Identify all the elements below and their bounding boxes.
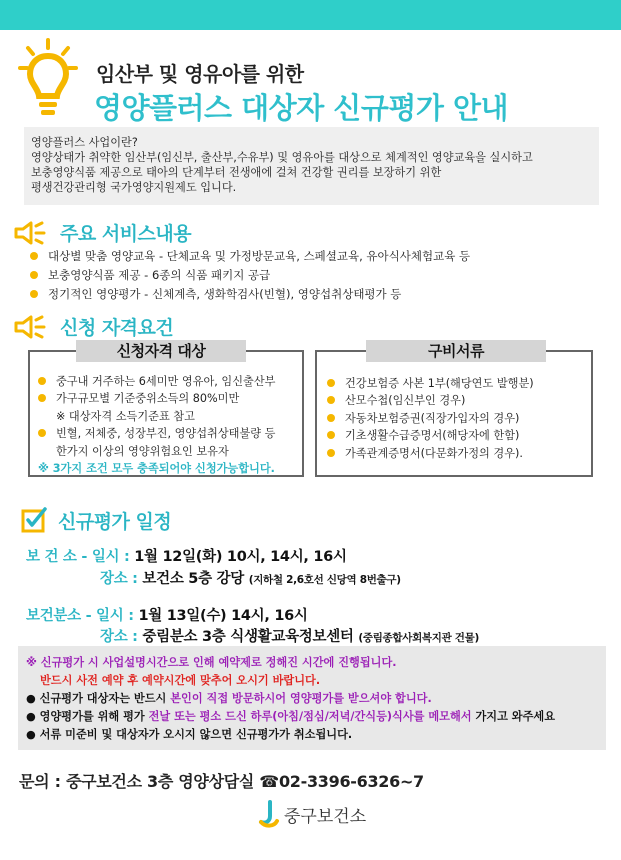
eligibility-docs-box bbox=[315, 350, 593, 477]
contact-info: 문의 : 중구보건소 3층 영양상담실 ☎02-3396-6326~7 bbox=[19, 772, 424, 791]
bullet-dot bbox=[327, 414, 335, 422]
schedule-value: 1월 13일(수) 14시, 16시 bbox=[138, 608, 308, 624]
bullet-dot bbox=[38, 394, 46, 402]
services-section-header bbox=[14, 219, 191, 246]
eligibility-section-header bbox=[14, 313, 173, 340]
lightbulb-icon bbox=[18, 38, 78, 118]
notice-line: ※ 신규평가 시 사업설명시간으로 인해 예약제로 정해진 시간에 진행됩니다. bbox=[26, 656, 397, 669]
notice-text: 가지고 와주세요 bbox=[471, 710, 556, 723]
notice-line bbox=[26, 690, 598, 708]
doc-item-text: 기초생활수급증명서(해당자에 한함) bbox=[345, 429, 520, 443]
schedule-dash: - bbox=[80, 608, 97, 624]
schedule-value: 중림분소 3층 식생활교육정보센터 bbox=[142, 629, 354, 645]
megaphone-icon bbox=[14, 315, 46, 339]
footnote bbox=[38, 460, 275, 478]
list-item bbox=[327, 409, 534, 427]
list-item bbox=[38, 390, 275, 408]
list-item bbox=[327, 427, 534, 445]
bullet-dot bbox=[327, 379, 335, 387]
bullet-dot bbox=[30, 290, 38, 298]
services-title: 주요 서비스내용 bbox=[60, 223, 192, 245]
schedule-row bbox=[100, 625, 479, 646]
jung-gu-logo-icon bbox=[258, 800, 280, 828]
schedule-value: 보건소 5층 강당 bbox=[142, 571, 244, 587]
service-item-text: 대상별 맞춤 영양교육 - 단체교육 및 가정방문교육, 스페셜교육, 유아식사체험교육 등 bbox=[48, 248, 471, 263]
schedule-place: 보 건 소 bbox=[26, 549, 77, 565]
bullet-dot bbox=[327, 431, 335, 439]
schedule-row bbox=[26, 545, 347, 566]
list-item bbox=[327, 444, 534, 462]
list-item bbox=[38, 372, 275, 390]
schedule-row bbox=[26, 604, 308, 625]
services-list bbox=[30, 246, 470, 303]
notice-box bbox=[18, 646, 606, 750]
sub-note-text: ※ 대상자격 소득기준표 참고 bbox=[56, 409, 195, 423]
schedule-section-header bbox=[20, 506, 171, 534]
eligibility-target-box bbox=[28, 350, 304, 477]
list-item-continuation bbox=[38, 442, 275, 460]
intro-line: 영양상태가 취약한 임산부(임신부, 출산부,수유부) 및 영유아를 대상으로 체계적인 영양교육을 실시하고 bbox=[31, 151, 533, 164]
schedule-place: 보건분소 bbox=[26, 608, 81, 624]
notice-text: ● 신규평가 대상자는 반드시 bbox=[26, 692, 171, 705]
target-item-text: 빈혈, 저체중, 성장부진, 영양섭취상태불량 등 bbox=[56, 427, 276, 441]
page-title: 영양플러스 대상자 신규평가 안내 bbox=[94, 91, 508, 125]
bullet-dot bbox=[327, 396, 335, 404]
schedule-row bbox=[100, 567, 401, 588]
intro-line: 평생건강관리형 국가영양지원제도 입니다. bbox=[31, 181, 237, 194]
schedule-extra: (중림종합사회복지관 건물) bbox=[358, 632, 479, 644]
logo-text: 중구보건소 bbox=[284, 806, 367, 827]
doc-item-text: 가족관계증명서(다문화가정의 경우). bbox=[345, 446, 523, 460]
footnote-text: ※ 3가지 조건 모두 충족되어야 신청가능합니다. bbox=[38, 462, 275, 476]
list-item bbox=[327, 392, 534, 410]
target-list bbox=[38, 372, 275, 477]
intro-box bbox=[24, 127, 599, 205]
list-item bbox=[38, 425, 275, 443]
org-logo bbox=[258, 800, 366, 828]
notice-text: ● 영양평가를 위해 평가 bbox=[26, 710, 149, 723]
notice-highlight: 전날 또는 평소 드신 하루(아침/점심/저녁/간식등)식사를 메모해서 bbox=[148, 710, 472, 723]
top-banner-bar bbox=[0, 0, 621, 30]
target-box-title: 신청자격 대상 bbox=[76, 340, 246, 362]
schedule-label: 장소 : bbox=[100, 571, 138, 587]
notice-line bbox=[26, 708, 598, 726]
doc-item-text: 산모수첩(임신부인 경우) bbox=[345, 394, 466, 408]
schedule-label: 장소 : bbox=[100, 629, 138, 645]
target-item-text: 가구규모별 기준중위소득의 80%미만 bbox=[56, 392, 240, 406]
notice-line: ● 서류 미준비 및 대상자가 오시지 않으면 신규평가가 취소됩니다. bbox=[26, 728, 353, 741]
schedule-value: 1월 12일(화) 10시, 14시, 16시 bbox=[134, 549, 347, 565]
list-item bbox=[30, 246, 470, 265]
service-item-text: 정기적인 영양평가 - 신체계측, 생화학검사(빈혈), 영양섭취상태평가 등 bbox=[48, 286, 402, 301]
megaphone-icon bbox=[14, 221, 46, 245]
eligibility-title: 신청 자격요건 bbox=[60, 317, 174, 339]
notice-highlight: 본인이 직접 방문하시어 영양평가를 받으셔야 합니다. bbox=[170, 692, 432, 705]
list-item bbox=[30, 284, 470, 303]
service-item-text: 보충영양식품 제공 - 6종의 식품 패키지 공급 bbox=[48, 267, 271, 282]
schedule-label: 일시 : bbox=[91, 549, 130, 565]
docs-box-title: 구비서류 bbox=[366, 340, 546, 362]
bullet-dot bbox=[327, 449, 335, 457]
intro-line: 보충영양식품 제공으로 태아의 단계부터 전생애에 걸쳐 건강할 권리를 보장하기 위한 bbox=[31, 166, 442, 179]
bullet-dot bbox=[38, 429, 46, 437]
page-subtitle: 임산부 및 영유아를 위한 bbox=[96, 62, 304, 86]
intro-line: 영양플러스 사업이란? bbox=[31, 136, 138, 149]
doc-item-text: 자동차보험증권(직장가입자의 경우) bbox=[345, 411, 520, 425]
docs-list bbox=[327, 374, 534, 462]
schedule-title: 신규평가 일정 bbox=[58, 510, 172, 533]
bullet-dot bbox=[30, 271, 38, 279]
target-item-text: 한가지 이상의 영양위험요인 보유자 bbox=[56, 444, 229, 458]
notice-line: 반드시 사전 예약 후 예약시간에 맞추어 오시기 바랍니다. bbox=[40, 674, 321, 687]
bullet-dot bbox=[30, 252, 38, 260]
schedule-label: 일시 : bbox=[96, 608, 134, 624]
doc-item-text: 건강보험증 사본 1부(해당연도 발행분) bbox=[345, 376, 534, 390]
list-sub-note bbox=[38, 407, 275, 425]
schedule-extra: (지하철 2,6호선 신당역 8번출구) bbox=[248, 574, 401, 586]
list-item bbox=[30, 265, 470, 284]
target-item-text: 중구내 거주하는 6세미만 영유아, 임신출산부 bbox=[56, 374, 276, 388]
schedule-dash: - bbox=[76, 549, 92, 565]
bullet-dot bbox=[38, 377, 46, 385]
checklist-icon bbox=[20, 506, 48, 534]
list-item bbox=[327, 374, 534, 392]
